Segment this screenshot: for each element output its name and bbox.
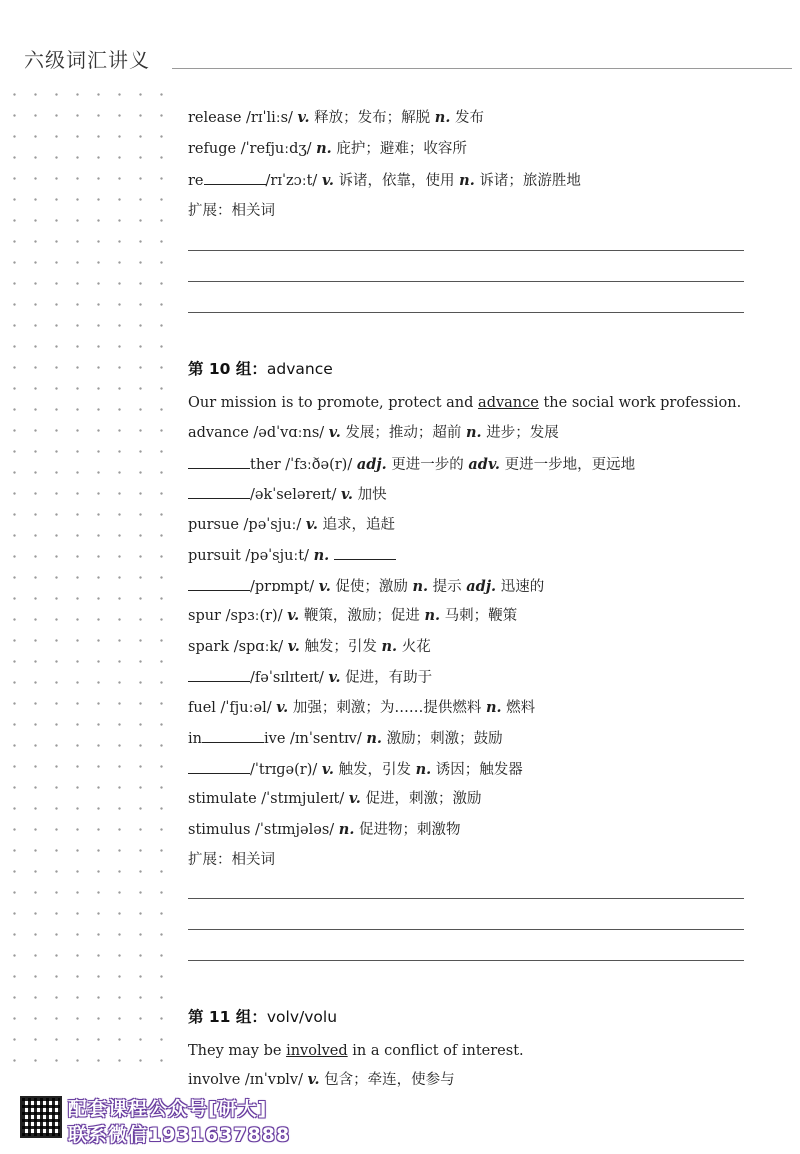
entry-word: /ˈtrɪɡə(r)/: [250, 762, 322, 778]
entry-line: [188, 545, 396, 566]
fill-in-blank[interactable]: [334, 545, 396, 560]
definition: 促进，有助于: [340, 670, 433, 686]
part-of-speech: n.: [485, 699, 502, 716]
entry-word: /prɒmpt/: [250, 579, 319, 595]
definition: 火花: [397, 639, 431, 655]
definition: 庇护；避难；收容所: [331, 141, 467, 157]
example-text: They may be: [188, 1043, 287, 1059]
entry-word: /əkˈseləreɪt/: [250, 487, 341, 503]
definition: 促进物；刺激物: [354, 822, 461, 838]
entry-line: [188, 606, 517, 626]
part-of-speech: n.: [424, 607, 441, 624]
entry-line: [188, 515, 395, 535]
group-root: advance: [266, 360, 333, 378]
answer-line[interactable]: [188, 312, 744, 313]
entry-word: fuel /ˈfjuːəl/: [188, 700, 277, 716]
definition: 触发；引发: [299, 639, 382, 655]
group-10-heading: [188, 357, 333, 379]
header-divider: [172, 68, 792, 69]
entry-word: advance /ədˈvɑːns/: [188, 425, 329, 441]
entry-line: [188, 789, 481, 809]
part-of-speech: v.: [276, 699, 289, 716]
definition: 发展；推动；超前: [340, 425, 467, 441]
definition: 激励；刺激；鼓励: [381, 731, 503, 747]
definition: 促进，刺激；激励: [360, 791, 482, 807]
example-text: Our mission is to promote, protect and: [188, 395, 479, 411]
entry-word: spark /spɑːk/: [188, 639, 288, 655]
entry-line: [188, 667, 432, 688]
group-label: 第 10 组：: [188, 360, 267, 378]
part-of-speech: v.: [340, 486, 353, 503]
part-of-speech: adv.: [468, 456, 500, 473]
entry-line: [188, 728, 503, 749]
entry-word: pursue /pəˈsjuː/: [188, 517, 306, 533]
part-of-speech: v.: [321, 172, 334, 189]
part-of-speech: v.: [348, 790, 361, 807]
entry-word: ive /ɪnˈsentɪv/: [263, 731, 367, 747]
definition: 促使；激励: [330, 579, 413, 595]
part-of-speech: v.: [287, 607, 300, 624]
entry-line: [188, 637, 431, 657]
entry-word: stimulus /ˈstɪmjələs/: [188, 822, 339, 838]
group-10-example: [188, 393, 741, 413]
group-11-example: [188, 1041, 524, 1061]
entry-word: 扩展：相关词: [188, 852, 275, 868]
page-header-title: 六级词汇讲义: [24, 48, 150, 72]
part-of-speech: n.: [415, 761, 432, 778]
fill-in-blank[interactable]: [204, 170, 266, 185]
definition: 燃料: [501, 700, 536, 716]
entry-word: pursuit /pəˈsjuːt/: [188, 548, 314, 564]
part-of-speech: v.: [328, 669, 341, 686]
definition: 发布: [450, 110, 484, 126]
entry-line: [188, 108, 484, 128]
group-root: volv/volu: [266, 1008, 338, 1026]
example-text: in a conflict of interest.: [347, 1043, 524, 1059]
group-label: 第 11 组：: [188, 1008, 267, 1026]
part-of-speech: n.: [466, 424, 482, 441]
entry-line: [188, 850, 275, 870]
definition: 加快: [352, 487, 387, 503]
part-of-speech: n.: [381, 638, 398, 655]
entry-line: [188, 454, 635, 475]
example-text: the social work profession.: [538, 395, 742, 411]
part-of-speech: v.: [318, 578, 331, 595]
definition: 鞭策，激励；促进: [299, 608, 425, 624]
part-of-speech: n.: [313, 547, 330, 564]
part-of-speech: adj.: [356, 456, 387, 473]
entry-word: /fəˈsɪlɪteɪt/: [250, 670, 329, 686]
example-keyword: advance: [478, 395, 539, 411]
group-11-heading: [188, 1005, 337, 1027]
entry-word: 扩展：相关词: [188, 203, 275, 219]
entry-word: refuge /ˈrefjuːdʒ/: [188, 141, 317, 157]
entry-word: stimulate /ˈstɪmjuleɪt/: [188, 791, 349, 807]
definition: 诉诸；旅游胜地: [474, 173, 581, 189]
entry-word: /rɪˈzɔːt/: [265, 173, 322, 189]
fill-in-blank[interactable]: [202, 728, 264, 743]
definition: 提示: [428, 579, 467, 595]
entry-line: [188, 170, 581, 191]
definition: 进步；发展: [481, 425, 559, 441]
fill-in-blank[interactable]: [188, 759, 250, 774]
part-of-speech: n.: [434, 109, 451, 126]
part-of-speech: n.: [338, 821, 355, 838]
entry-line: [188, 1070, 455, 1090]
entry-line: [188, 139, 467, 159]
part-of-speech: v.: [287, 638, 300, 655]
entry-word: in: [188, 731, 202, 747]
entry-word: spur /spɜː(r)/: [188, 608, 288, 624]
part-of-speech: n.: [316, 140, 332, 157]
entry-line: [188, 820, 460, 840]
definition: 马刺；鞭策: [440, 608, 518, 624]
fill-in-blank[interactable]: [188, 667, 250, 682]
definition: 迅速的: [496, 579, 545, 595]
entry-line: [188, 423, 559, 443]
part-of-speech: adj.: [466, 578, 497, 595]
part-of-speech: n.: [412, 578, 429, 595]
part-of-speech: n.: [366, 730, 382, 747]
fill-in-blank[interactable]: [188, 454, 250, 469]
definition: 诉诸，依靠，使用: [333, 173, 460, 189]
part-of-speech: v.: [305, 516, 318, 533]
definition: 释放；发布；解脱: [309, 110, 435, 126]
answer-line[interactable]: [188, 898, 744, 899]
part-of-speech: v.: [307, 1071, 320, 1088]
part-of-speech: v.: [297, 109, 310, 126]
answer-line[interactable]: [188, 250, 744, 251]
entry-line: [188, 201, 275, 221]
answer-line[interactable]: [188, 929, 744, 930]
qr-code-icon: [20, 1096, 62, 1138]
definition: 更进一步地，更远地: [499, 457, 636, 473]
entry-line: [188, 698, 535, 718]
part-of-speech: v.: [321, 761, 334, 778]
entry-line: [188, 484, 387, 505]
part-of-speech: v.: [328, 424, 341, 441]
definition: 诱因；触发器: [431, 762, 523, 778]
example-keyword: involved: [286, 1043, 348, 1059]
fill-in-blank[interactable]: [188, 484, 250, 499]
definition: 触发，引发: [333, 762, 416, 778]
entry-line: [188, 759, 523, 780]
definition: 包含；牵连，使参与: [319, 1072, 455, 1088]
definition: 更进一步的: [386, 457, 469, 473]
answer-line[interactable]: [188, 281, 744, 282]
entry-line: [188, 576, 544, 597]
entry-word: ther /ˈfɜːðə(r)/: [250, 457, 357, 473]
dot-grid-margin: [0, 78, 172, 1078]
entry-word: release /rɪˈliːs/: [188, 110, 298, 126]
entry-word: involve /ɪnˈvɒlv/: [188, 1072, 308, 1088]
fill-in-blank[interactable]: [188, 576, 250, 591]
definition: 追求，追赶: [317, 517, 396, 533]
definition: 加强；刺激；为……提供燃料: [288, 700, 486, 716]
entry-word: re: [188, 173, 204, 189]
answer-line[interactable]: [188, 960, 744, 961]
part-of-speech: n.: [459, 172, 475, 189]
promo-line-1: 配套课程公众号[研大]: [68, 1094, 267, 1121]
promo-line-2: 联系微信1931637888: [68, 1120, 290, 1147]
